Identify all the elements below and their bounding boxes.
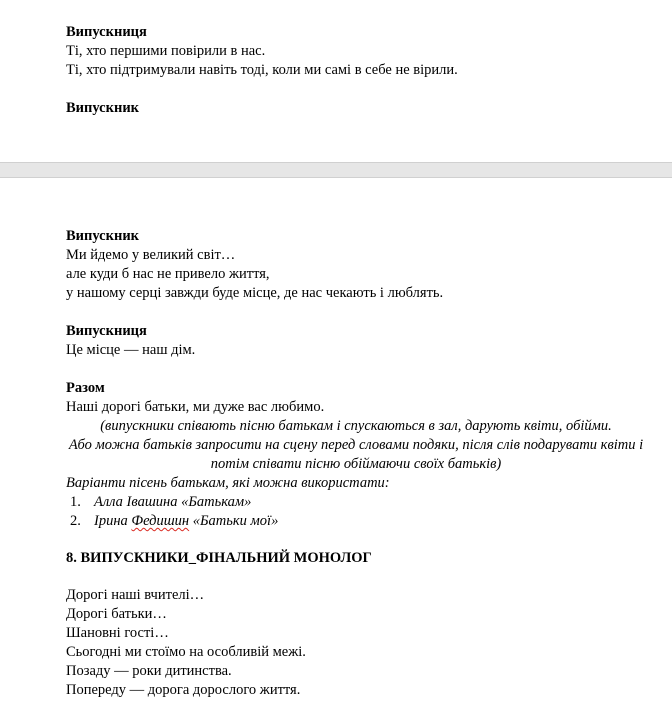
page-top-text bbox=[66, 23, 656, 118]
stage-direction: (випускники співають пісню батькам і спускаються в зал, дарують квіти, обійми. bbox=[100, 418, 612, 434]
document-page-top[interactable] bbox=[0, 0, 672, 162]
text-line: Ті, хто підтримували навіть тоді, коли ми самі в себе не вірили. bbox=[66, 62, 458, 78]
text-line: у нашому серці завжди буде місце, де нас чекають і люблять. bbox=[66, 285, 444, 301]
text-line: Ми йдемо у великий світ… bbox=[66, 247, 236, 263]
speaker-label: Випускниця bbox=[66, 323, 147, 339]
section-heading: 8. ВИПУСКНИКИ_ФІНАЛЬНИЙ МОНОЛОГ bbox=[66, 550, 372, 566]
song-title-prefix: Ірина bbox=[94, 513, 132, 529]
page-break-gap bbox=[0, 162, 672, 178]
text-line: Наші дорогі батьки, ми дуже вас любимо. bbox=[66, 399, 325, 415]
song-title-suffix: «Батьки мої» bbox=[189, 513, 279, 529]
blank-line bbox=[66, 80, 656, 99]
document-page-bottom[interactable] bbox=[0, 178, 672, 705]
text-line: Ті, хто першими повірили в нас. bbox=[66, 43, 266, 59]
speaker-label: Разом bbox=[66, 380, 105, 396]
text-line: але куди б нас не привело життя, bbox=[66, 266, 270, 282]
text-line: Це місце — наш дім. bbox=[66, 342, 196, 358]
speaker-label: Випускник bbox=[66, 228, 140, 244]
speaker-label: Випускник bbox=[66, 100, 140, 116]
stage-direction: потім співати пісню обіймаючи своїх батьків) bbox=[210, 456, 502, 472]
stage-direction: Або можна батьків запросити на сцену перед словами подяки, після слів подарувати квіти і bbox=[68, 437, 644, 453]
variants-label: Варіанти пісень батькам, які можна використати: bbox=[66, 475, 390, 491]
song-title: Алла Івашина «Батькам» bbox=[94, 494, 252, 510]
spellcheck-flagged-word[interactable]: Федишин bbox=[131, 513, 190, 529]
blank-line bbox=[66, 303, 656, 322]
list-item bbox=[66, 493, 656, 512]
text-line: Позаду — роки дитинства. bbox=[66, 663, 232, 679]
text-line: Дорогі батьки… bbox=[66, 606, 167, 622]
blank-line bbox=[66, 360, 656, 379]
text-line: Дорогі наші вчителі… bbox=[66, 587, 205, 603]
list-number: 1. bbox=[70, 494, 81, 510]
text-line: Сьогодні ми стоїмо на особливій межі. bbox=[66, 644, 306, 660]
list-number: 2. bbox=[70, 513, 81, 529]
text-line: Попереду — дорога дорослого життя. bbox=[66, 682, 301, 698]
text-line: Шановні гості… bbox=[66, 625, 169, 641]
page-bottom-text bbox=[66, 227, 656, 700]
speaker-label: Випускниця bbox=[66, 24, 147, 40]
list-item bbox=[66, 512, 656, 531]
